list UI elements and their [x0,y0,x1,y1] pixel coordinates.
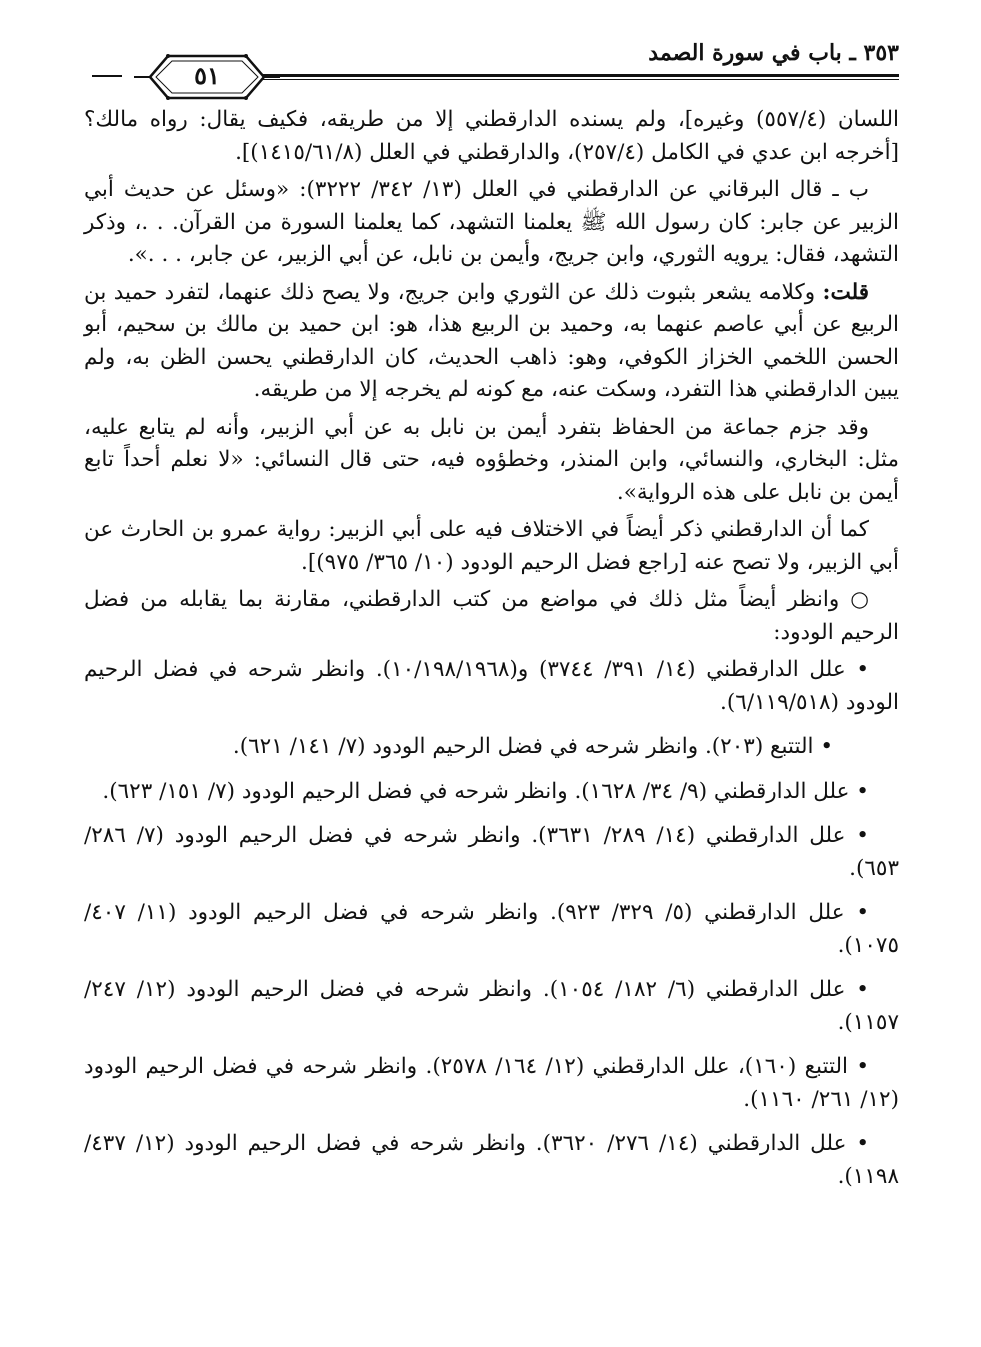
paragraph: ب ـ قال البرقاني عن الدارقطني في العلل (١٣/ ٣٤٢/ ٣٢٢٢): «وسئل عن حديث أبي الزبير عن جابر: كان رسول الله ﷺ يعلمنا التشهد، كما يعلمنا السورة من القرآن. . .، وذكر التشهد، فقال: يرويه الثوري، وابن جريج، وأيمن بن نابل، عن أبي الزبير، عن جابر، . . .». [84,177,899,267]
header-rule-left [92,75,122,77]
running-head: ٣٥٣ ـ باب في سورة الصمد [648,40,899,66]
page-header [92,38,899,108]
paragraph-body: وكلامه يشعر بثبوت ذلك عن الثوري وابن جريج، ولا يصح ذلك عنهما، لتفرد حميد بن الربيع عن أبي عاصم عنهما به، وحميد بن الربيع هذا، هو: ابن حميد بن مالك بن سحيم، أبو الحسن اللخمي الخزاز الكوفي، وهو: ذاهب الحديث، كان الدارقطني يحسن الظن به، ولم يبين الدارقطني هذا التفرد، وسكت عنه، مع كونه لم يخرجه إلا من طريقه. [84,279,899,402]
page-number: ٥١ [194,61,220,90]
list-item: • علل الدارقطني (١٤/ ٣٩١/ ٣٧٤٤) و(١٠/١٩٨/١٩٦٨). وانظر شرحه في فضل الرحيم الودود (٦/١١٩/٥١٨). [84,657,899,715]
paragraph: كما أن الدارقطني ذكر أيضاً في الاختلاف فيه على أبي الزبير: رواية عمرو بن الحارث عن أبي الزبير، ولا تصح عنه [راجع فضل الرحيم الودود (١٠/ ٣٦٥/ ٩٧٥)]. [84,517,899,575]
header-rule [209,74,899,80]
paragraph [84,277,899,407]
list-item: • علل الدارقطني (٩/ ٣٤/ ١٦٢٨). وانظر شرحه في فضل الرحيم الودود (٧/ ١٥١/ ٦٢٣). [102,778,869,804]
list-item: • علل الدارقطني (٥/ ٣٢٩/ ٩٢٣). وانظر شرحه في فضل الرحيم الودود (١١/ ٤٠٧/ ١٠٧٥). [84,900,899,958]
paragraph-lead: قلت: [822,279,869,305]
paragraph: وقد جزم جماعة من الحفاظ بتفرد أيمن بن نابل به عن أبي الزبير، وأنه لم يتابع عليه، مثل: البخاري، والنسائي، وابن المنذر، وخطؤوه فيه، حتى قال النسائي: «لا نعلم أحداً تابع أيمن بن نابل على هذه الرواية». [84,414,899,505]
page-number-badge [132,48,282,106]
list-item: • التتبع (١٦٠)، علل الدارقطني (١٢/ ١٦٤/ ٢٥٧٨). وانظر شرحه في فضل الرحيم الودود (١٢/ ٢٦١/ ١١٦٠). [84,1054,899,1112]
list-item: • التتبع (٢٠٣). وانظر شرحه في فضل الرحيم الودود (٧/ ١٤١/ ٦٢١). [232,734,833,759]
paragraph: اللسان (٥٥٧/٤) وغيره]، ولم يسنده الدارقطني إلا من طريقه، فكيف يقال: رواه مالك؟ [أخرجه ابن عدي في الكامل (٢٥٧/٤)، والدارقطني في العلل (١٤١٥/٦١/٨)]. [84,107,899,165]
list-item: • علل الدارقطني (١٤/ ٢٧٦/ ٣٦٢٠). وانظر شرحه في فضل الرحيم الودود (١٢/ ٤٣٧/ ١١٩٨). [84,1131,899,1189]
paragraph: ○ وانظر أيضاً مثل ذلك في مواضع من كتب الدارقطني، مقارنة بما يقابله من فضل الرحيم الودود: [84,587,899,645]
list-item: • علل الدارقطني (٦/ ١٨٢/ ١٠٥٤). وانظر شرحه في فضل الرحيم الودود (١٢/ ٢٤٧/ ١١٥٧). [84,977,899,1035]
main-text [84,104,899,1205]
list-item: • علل الدارقطني (١٤/ ٢٨٩/ ٣٦٣١). وانظر شرحه في فضل الرحيم الودود (٧/ ٢٨٦/ ٦٥٣). [84,823,899,881]
